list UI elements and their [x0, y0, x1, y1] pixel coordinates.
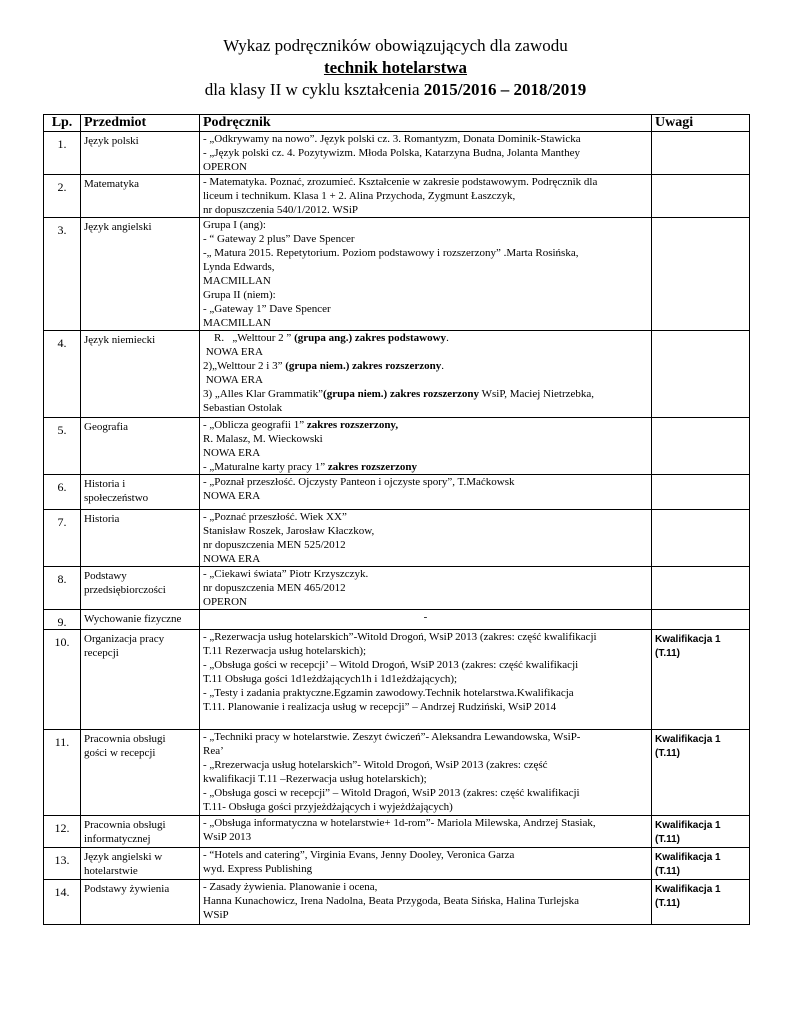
textbook-line: Grupa I (ang):	[203, 219, 266, 231]
textbook-line: Rea’	[203, 745, 224, 757]
subject-cell	[81, 816, 200, 848]
notes-cell	[652, 848, 750, 880]
header-notes: Uwagi	[652, 115, 750, 132]
table-row	[44, 132, 750, 175]
textbook-line	[203, 401, 648, 415]
subject-cell	[81, 848, 200, 880]
qualification-note: (T.11)	[655, 866, 681, 877]
notes-cell	[652, 510, 750, 567]
table-row	[44, 510, 750, 567]
textbook-cell	[200, 630, 652, 730]
textbook-text: R. Malasz, M. Wieckowski	[203, 433, 323, 445]
row-number: 7.	[44, 510, 81, 567]
textbook-line: - „Gateway 1” Dave Spencer	[203, 303, 331, 315]
textbook-line: -„ Matura 2015. Repetytorium. Poziom podstawowy i rozszerzony” .Marta Rosińska,	[203, 247, 579, 259]
notes-cell	[652, 132, 750, 175]
table-row	[44, 175, 750, 218]
qualification-note: (T.11)	[655, 748, 681, 759]
notes-cell	[652, 475, 750, 510]
subject-line: hotelarstwie	[84, 865, 138, 877]
textbook-cell	[200, 610, 652, 630]
textbook-cell	[200, 418, 652, 475]
textbook-line: - „Poznał przeszłość. Ojczysty Panteon i ojczyste spory”, T.Maćkowsk	[203, 476, 515, 488]
textbook-line	[203, 460, 648, 474]
subject-line: społeczeństwo	[84, 492, 149, 504]
cycle-prefix: dla klasy II w cyklu kształcenia	[204, 80, 424, 99]
textbook-cell	[200, 730, 652, 816]
table-row	[44, 848, 750, 880]
textbook-cell	[200, 816, 652, 848]
textbook-cell	[200, 475, 652, 510]
textbook-line: kwalifikacji T.11 –Rezerwacja usług hotelarskich);	[203, 773, 427, 785]
textbook-cell	[200, 567, 652, 610]
textbook-text: 3) „Alles Klar Grammatik”	[203, 388, 324, 400]
textbook-line: Stanisław Roszek, Jarosław Kłaczkow,	[203, 525, 375, 537]
textbook-text: WsiP, Maciej Nietrzebka,	[479, 388, 595, 400]
subject-line: Organizacja pracy	[84, 633, 165, 645]
textbook-cell	[200, 331, 652, 418]
subject-cell: Język angielski	[81, 218, 200, 331]
table-row	[44, 218, 750, 331]
textbook-line: T.11. Planowanie i realizacja usług w recepcji” – Andrzej Rudziński, WsiP 2014	[203, 701, 557, 713]
textbook-line: OPERON	[203, 596, 248, 608]
textbook-line: - „Odkrywamy na nowo”. Język polski cz. 3. Romantyzm, Donata Dominik-Stawicka	[203, 133, 581, 145]
textbook-line: NOWA ERA	[203, 553, 261, 565]
textbook-line	[203, 359, 648, 373]
textbook-line: nr dopuszczenia MEN 525/2012	[203, 539, 346, 551]
row-number: 9.	[44, 610, 81, 630]
qualification-note: Kwalifikacja 1	[655, 852, 721, 863]
row-number: 13.	[44, 848, 81, 880]
row-number: 4.	[44, 331, 81, 418]
qualification-note: (T.11)	[655, 898, 681, 909]
subject-line: przedsiębiorczości	[84, 584, 166, 596]
row-number: 10.	[44, 630, 81, 730]
row-number: 6.	[44, 475, 81, 510]
textbook-line: - Zasady żywienia. Planowanie i ocena,	[203, 881, 378, 893]
textbook-cell	[200, 880, 652, 925]
textbook-line: - „Rezerwacja usług hotelarskich”-Witold Drogoń, WsiP 2013 (zakres: część kwalifikacji	[203, 631, 597, 643]
subject-line: Pracownia obsługi	[84, 733, 166, 745]
textbook-line: MACMILLAN	[203, 317, 271, 329]
notes-cell	[652, 218, 750, 331]
subject-line: Historia i	[84, 478, 126, 490]
document-title-profession: technik hotelarstwa	[323, 58, 468, 77]
subject-line: informatycznej	[84, 833, 151, 845]
row-number: 2.	[44, 175, 81, 218]
qualification-note: (T.11)	[655, 648, 681, 659]
textbook-cell	[200, 218, 652, 331]
textbook-text: .	[446, 332, 449, 344]
textbook-line: - „Rrezerwacja usług hotelarskich”- Witold Drogoń, WsiP 2013 (zakres: część	[203, 759, 548, 771]
textbook-text: NOWA ERA	[203, 374, 263, 386]
textbook-text: - „Oblicza geografii 1”	[203, 419, 307, 431]
notes-cell	[652, 816, 750, 848]
textbook-line: WsiP 2013	[203, 831, 252, 843]
row-number: 11.	[44, 730, 81, 816]
textbook-line	[203, 345, 648, 359]
textbook-text: NOWA ERA	[203, 447, 261, 459]
textbook-line: WSiP	[203, 909, 229, 921]
textbook-text: .	[441, 360, 444, 372]
notes-cell	[652, 610, 750, 630]
subject-line: Pracownia obsługi	[84, 819, 166, 831]
notes-cell	[652, 331, 750, 418]
subject-cell: Wychowanie fizyczne	[81, 610, 200, 630]
header-lp: Lp.	[44, 115, 81, 132]
table-row	[44, 880, 750, 925]
subject-cell	[81, 475, 200, 510]
notes-cell	[652, 418, 750, 475]
textbook-line: - „Testy i zadania praktyczne.Egzamin zawodowy.Technik hotelarstwa.Kwalifikacja	[203, 687, 574, 699]
textbook-line: MACMILLAN	[203, 275, 271, 287]
textbook-emphasis: zakres rozszerzony,	[306, 419, 399, 431]
notes-cell	[652, 175, 750, 218]
textbook-line	[203, 373, 648, 387]
row-number: 5.	[44, 418, 81, 475]
qualification-note: Kwalifikacja 1	[655, 884, 721, 895]
qualification-note: (T.11)	[655, 834, 681, 845]
textbook-emphasis: (grupa niem.) zakres rozszerzony	[323, 388, 480, 400]
table-row	[44, 418, 750, 475]
row-number: 3.	[44, 218, 81, 331]
textbook-line: - Matematyka. Poznać, zrozumieć. Kształcenie w zakresie podstawowym. Podręcznik dla	[203, 176, 598, 188]
textbook-line: OPERON	[203, 161, 248, 173]
textbook-emphasis: (grupa niem.) zakres rozszerzony	[285, 360, 442, 372]
textbook-line: nr dopuszczenia MEN 465/2012	[203, 582, 346, 594]
textbook-line: - „Obsługa gosci w recepcji” – Witold Dragoń, WsiP 2013 (zakres: część kwalifikacji	[203, 787, 580, 799]
subject-line: Język angielski w	[84, 851, 163, 863]
textbook-line: - “ Gateway 2 plus” Dave Spencer	[203, 233, 355, 245]
textbook-line: Lynda Edwards,	[203, 261, 275, 273]
notes-cell	[652, 630, 750, 730]
row-number: 1.	[44, 132, 81, 175]
subject-line: gości w recepcji	[84, 747, 156, 759]
textbook-text: Sebastian Ostolak	[203, 402, 283, 414]
subject-cell	[81, 630, 200, 730]
textbook-emphasis: (grupa ang.) zakres podstawowy	[294, 332, 447, 344]
textbook-line: - „Poznać przeszłość. Wiek XX”	[203, 511, 347, 523]
subject-cell: Matematyka	[81, 175, 200, 218]
textbook-line: -	[423, 611, 428, 623]
notes-cell	[652, 880, 750, 925]
textbook-line: - „Ciekawi świata” Piotr Krzyszczyk.	[203, 568, 369, 580]
textbook-line: liceum i technikum. Klasa 1 + 2. Alina Przychoda, Zygmunt Łaszczyk,	[203, 190, 516, 202]
subject-cell: Podstawy żywienia	[81, 880, 200, 925]
textbook-line: T.11 Obsługa gości 1d1eżdżających1h i 1d1eżdżających);	[203, 673, 458, 685]
textbook-text: NOWA ERA	[203, 346, 263, 358]
table-row	[44, 730, 750, 816]
row-number: 14.	[44, 880, 81, 925]
row-number: 12.	[44, 816, 81, 848]
qualification-note: Kwalifikacja 1	[655, 820, 721, 831]
textbook-line: - „Język polski cz. 4. Pozytywizm. Młoda Polska, Katarzyna Budna, Jolanta Manthey	[203, 147, 580, 159]
subject-cell: Geografia	[81, 418, 200, 475]
textbook-cell	[200, 848, 652, 880]
textbook-line: - „Obsługa gości w recepcji’ – Witold Drogoń, WsiP 2013 (zakres: część kwalifikacji	[203, 659, 579, 671]
textbook-emphasis: zakres rozszerzony	[327, 461, 418, 473]
document-title-cycle	[0, 79, 791, 101]
table-row	[44, 331, 750, 418]
textbook-line	[203, 418, 648, 432]
notes-cell	[652, 567, 750, 610]
subject-cell: Język polski	[81, 132, 200, 175]
subject-line: recepcji	[84, 647, 119, 659]
subject-cell	[81, 730, 200, 816]
textbook-table	[43, 114, 750, 925]
document-title-line1: Wykaz podręczników obowiązujących dla zawodu	[223, 36, 568, 55]
subject-cell: Historia	[81, 510, 200, 567]
textbook-line: T.11 Rezerwacja usług hotelarskich);	[203, 645, 367, 657]
textbook-line: wyd. Express Publishing	[203, 863, 313, 875]
table-header-row	[44, 115, 750, 132]
notes-cell	[652, 730, 750, 816]
table-row	[44, 567, 750, 610]
textbook-line: T.11- Obsługa gości przyjeżdżających i wyjeżdżających)	[203, 801, 453, 813]
textbook-line: - “Hotels and catering”, Virginia Evans, Jenny Dooley, Veronica Garza	[203, 849, 515, 861]
header-subject: Przedmiot	[81, 115, 200, 132]
textbook-line: nr dopuszczenia 540/1/2012. WSiP	[203, 204, 358, 216]
subject-cell	[81, 567, 200, 610]
textbook-line: Hanna Kunachowicz, Irena Nadolna, Beata Przygoda, Beata Sińska, Halina Turlejska	[203, 895, 580, 907]
textbook-text: 2)„Welttour 2 i 3”	[203, 360, 286, 372]
textbook-line	[203, 387, 648, 401]
table-row	[44, 610, 750, 630]
table-row	[44, 475, 750, 510]
textbook-line	[203, 432, 648, 446]
subject-cell: Język niemiecki	[81, 331, 200, 418]
textbook-line: - „Techniki pracy w hotelarstwie. Zeszyt ćwiczeń”- Aleksandra Lewandowska, WsiP-	[203, 731, 581, 743]
textbook-text: R. „Welttour 2 ”	[203, 332, 295, 344]
qualification-note: Kwalifikacja 1	[655, 734, 721, 745]
textbook-line	[203, 446, 648, 460]
table-row	[44, 630, 750, 730]
row-number: 8.	[44, 567, 81, 610]
textbook-cell	[200, 175, 652, 218]
subject-line: Podstawy	[84, 570, 127, 582]
textbook-line: NOWA ERA	[203, 490, 261, 502]
table-body	[44, 132, 750, 925]
table-row	[44, 816, 750, 848]
textbook-cell	[200, 510, 652, 567]
header-book: Podręcznik	[200, 115, 652, 132]
textbook-line: Grupa II (niem):	[203, 289, 276, 301]
textbook-line	[203, 331, 648, 345]
textbook-cell	[200, 132, 652, 175]
textbook-line: - „Obsługa informatyczna w hotelarstwie+ 1d-rom”- Mariola Milewska, Andrzej Stasiak,	[203, 817, 596, 829]
textbook-text: - „Maturalne karty pracy 1”	[203, 461, 328, 473]
cycle-years: 2015/2016 – 2018/2019	[423, 80, 587, 99]
qualification-note: Kwalifikacja 1	[655, 634, 721, 645]
